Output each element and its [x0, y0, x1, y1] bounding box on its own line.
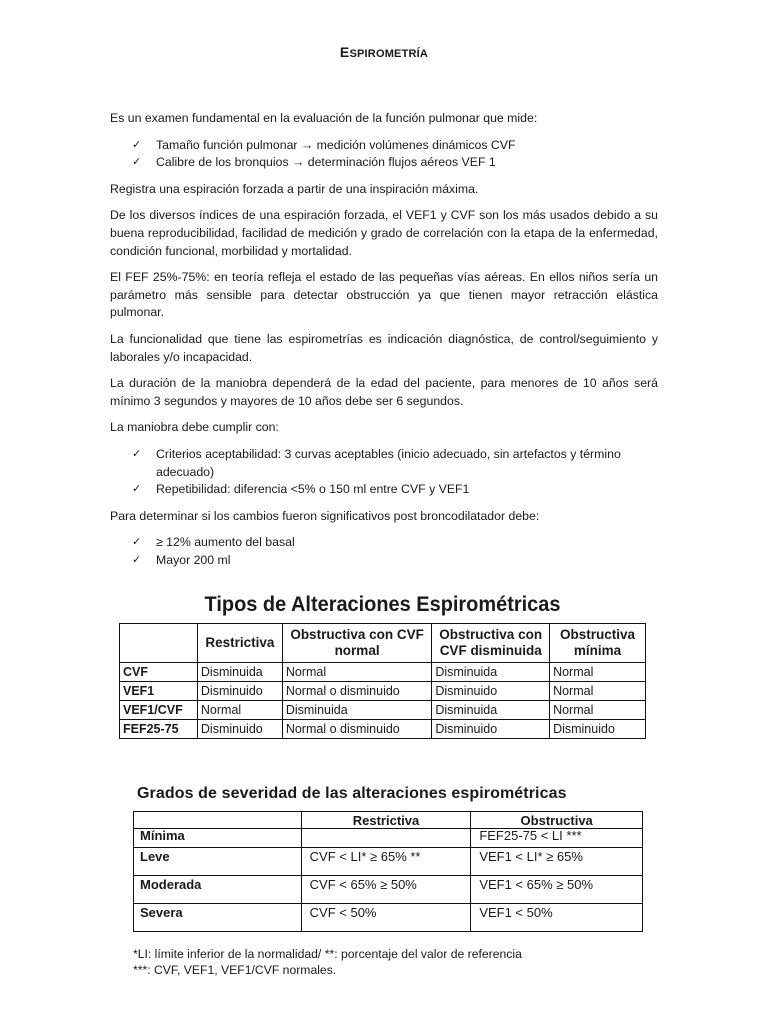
list-item-text: ≥ 12% aumento del basal [156, 535, 295, 550]
table-row [134, 829, 643, 848]
document-body [110, 110, 658, 578]
table-cell: Normal [197, 701, 282, 720]
table1-title: Tipos de Alteraciones Espirométricas [204, 593, 561, 616]
table-cell: Disminuida [432, 701, 550, 720]
table-cell: Disminuido [432, 720, 550, 739]
intro-paragraph: Es un examen fundamental en la evaluación de la función pulmonar que mide: [110, 111, 538, 125]
paragraph: El FEF 25%-75%: en teoría refleja el estado de las pequeñas vías aéreas. En ellos niños sería un parámetro más sensible para detectar obstrucción ya que tienen mayor retracción elástica pulmonar. [110, 270, 658, 320]
list-item [110, 534, 658, 552]
measures-list [110, 137, 658, 172]
table-header-cell: Obstructiva mínima [550, 624, 646, 663]
footnote: ***: CVF, VEF1, VEF1/CVF normales. [133, 963, 337, 977]
list-item-text: Repetibilidad: diferencia <5% o 150 ml entre CVF y VEF1 [156, 482, 470, 497]
list-item [110, 137, 658, 155]
paragraph: Registra una espiración forzada a partir de una inspiración máxima. [110, 181, 479, 196]
table-cell: Disminuido [432, 682, 550, 701]
table-header-cell: Obstructiva con CVF disminuida [432, 624, 550, 663]
table-cell: CVF < 65% ≥ 50% [301, 876, 471, 904]
footnote: *LI: límite inferior de la normalidad/ **: porcentaje del valor de referencia [133, 947, 522, 961]
table-cell: VEF1/CVF [120, 701, 198, 720]
table-cell: Normal [550, 701, 646, 720]
check-icon: ✓ [132, 536, 142, 549]
title-rest: SPIROMETRÍA [349, 48, 429, 60]
table-row [134, 904, 643, 932]
table-cell [301, 829, 471, 848]
significance-list [110, 534, 658, 569]
severity-grades-table [133, 811, 643, 932]
table-cell: CVF [120, 663, 198, 682]
table-cell: FEF25-75 < LI *** [471, 829, 643, 848]
list-item [110, 154, 658, 172]
check-icon: ✓ [132, 138, 142, 151]
criteria-list [110, 446, 658, 499]
table-footnotes [133, 946, 522, 978]
paragraph: De los diversos índices de una espiración forzada, el VEF1 y CVF son los más usados debido a su buena reproducibilidad, facilidad de medición y grado de correlación con la etapa de la enfermedad, condición funcional, morbilidad y mortalidad. [110, 208, 658, 258]
table-cell: Disminuida [282, 701, 432, 720]
table-cell: VEF1 < 65% ≥ 50% [471, 876, 643, 904]
table-cell: CVF < 50% [301, 904, 471, 932]
table-cell: Normal [282, 663, 432, 682]
table-header-cell: Obstructiva [471, 812, 643, 829]
paragraph: La funcionalidad que tiene las espirometrías es indicación diagnóstica, de control/seguimiento y laborales y/o incapacidad. [110, 331, 658, 364]
page-title [0, 44, 768, 60]
table-row [134, 848, 643, 876]
table-cell: Normal o disminuido [282, 720, 432, 739]
paragraph: Para determinar si los cambios fueron significativos post broncodilatador debe: [110, 508, 540, 523]
list-item-text: Calibre de los bronquios → determinación flujos aéreos VEF 1 [156, 155, 496, 170]
table-cell: Disminuido [197, 682, 282, 701]
check-icon: ✓ [132, 483, 142, 496]
table-header-cell: Obstructiva con CVF normal [282, 624, 432, 663]
table-header-cell: Restrictiva [197, 624, 282, 663]
table-cell: Disminuida [197, 663, 282, 682]
table-header-row [120, 624, 646, 663]
table-cell: Normal [550, 663, 646, 682]
alteration-types-table [119, 623, 646, 739]
list-item [110, 446, 658, 481]
check-icon: ✓ [132, 553, 142, 566]
table-cell: Normal o disminuido [282, 682, 432, 701]
check-icon: ✓ [132, 156, 142, 169]
list-item [110, 552, 658, 570]
table-cell: VEF1 < LI* ≥ 65% [471, 848, 643, 876]
table-cell: Disminuido [197, 720, 282, 739]
table-row [120, 682, 646, 701]
table-cell: VEF1 < 50% [471, 904, 643, 932]
table-cell: Leve [134, 848, 302, 876]
list-item-text: Mayor 200 ml [156, 552, 231, 567]
alteration-types-figure [119, 593, 646, 739]
table-cell: CVF < LI* ≥ 65% ** [301, 848, 471, 876]
table-cell: Disminuido [550, 720, 646, 739]
table-row [134, 876, 643, 904]
table-row [120, 701, 646, 720]
table-header-cell [120, 624, 198, 663]
check-icon: ✓ [132, 447, 142, 460]
table-cell: Disminuida [432, 663, 550, 682]
table-row [120, 663, 646, 682]
table-header-cell [134, 812, 302, 829]
paragraph: La duración de la maniobra dependerá de la edad del paciente, para menores de 10 años será mínimo 3 segundos y mayores de 10 años debe ser 6 segundos. [110, 376, 658, 408]
table-header-cell: Restrictiva [301, 812, 471, 829]
severity-grades-figure [133, 785, 643, 932]
paragraph: La maniobra debe cumplir con: [110, 420, 279, 435]
table-cell: VEF1 [120, 682, 198, 701]
table-cell: Severa [134, 904, 302, 932]
table-cell: Moderada [134, 876, 302, 904]
table-cell: Normal [550, 682, 646, 701]
table-row [120, 720, 646, 739]
title-initial: E [339, 44, 350, 60]
table-cell: Mínima [134, 829, 302, 848]
list-item [110, 481, 658, 499]
table2-title: Grados de severidad de las alteraciones espirométricas [137, 785, 567, 802]
list-item-text: Criterios aceptabilidad: 3 curvas aceptables (inicio adecuado, sin artefactos y término adecuado) [156, 446, 621, 479]
table-header-row [134, 812, 643, 829]
table-cell: FEF25-75 [120, 720, 198, 739]
list-item-text: Tamaño función pulmonar → medición volúmenes dinámicos CVF [156, 137, 516, 152]
